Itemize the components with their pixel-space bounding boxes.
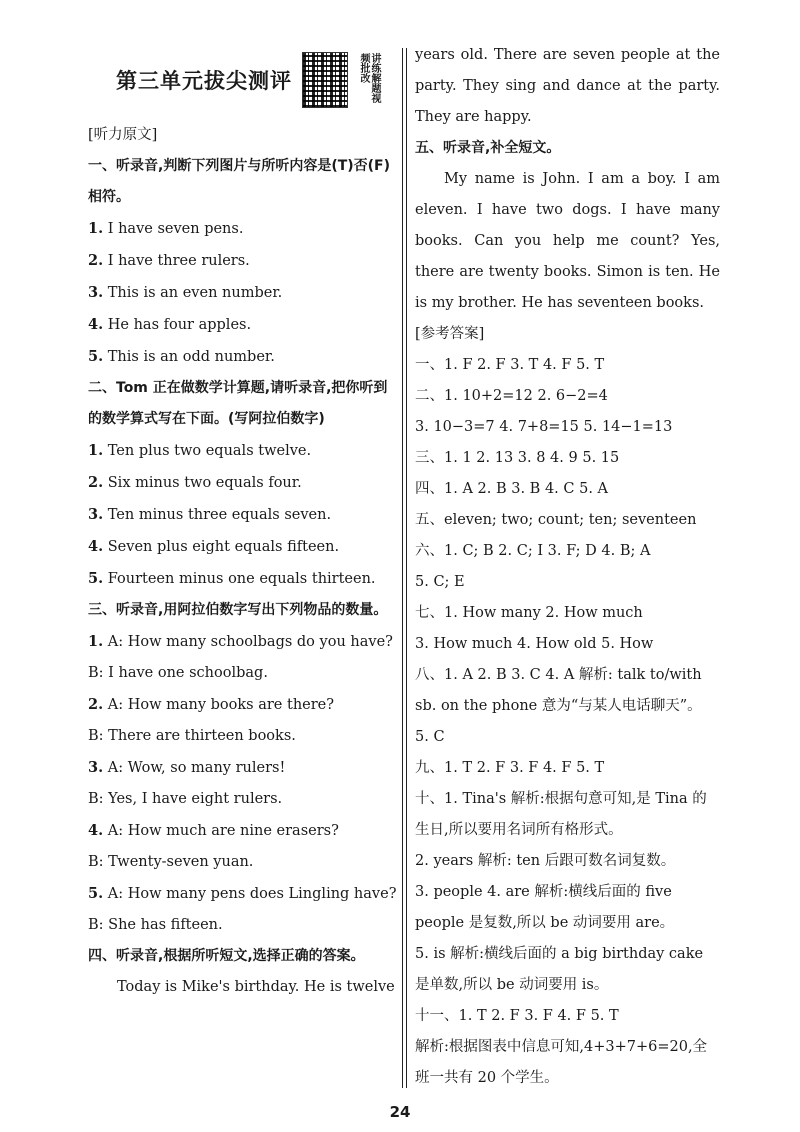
page-number: 24 [389,1103,411,1121]
list-item: 4. He has four apples. [88,316,252,333]
answer-line: 十、1. Tina's 解析:根据句意可知,是 Tina 的生日,所以要用名词所有格形式。 [415,791,707,838]
part5-heading: 五、听录音,补全短文。 [415,140,561,156]
list-item: 1. Ten plus two equals twelve. [88,442,312,459]
list-item: 5. Fourteen minus one equals thirteen. [88,570,376,587]
answer-line: 5. is 解析:横线后面的 a big birthday cake 是单数,所以 be 动词要用 is。 [415,946,704,993]
dialog-line: 3. A: Wow, so many rulers! [88,759,286,776]
part1-heading: 一、听录音,判断下列图片与所听内容是(T)否(F)相符。 [88,158,391,205]
answer-line: 十一、1. T 2. F 3. F 4. F 5. T [415,1008,619,1024]
section-label-answers: [参考答案] [415,326,485,342]
answer-line: 5. C; E [415,574,465,590]
part4-heading: 四、听录音,根据所听短文,选择正确的答案。 [88,948,365,964]
page-title: 第三单元拔尖测评 [116,69,292,93]
list-item: 3. This is an even number. [88,284,283,301]
answer-line: 解析:根据图表中信息可知,4+3+7+6=20,全班一共有 20 个学生。 [415,1039,708,1086]
part4-paragraph-cont: years old. There are seven people at the party. They sing and dance at the party. They are happy. [415,47,720,125]
list-item: 4. Seven plus eight equals fifteen. [88,538,340,555]
list-item: 1. I have seven pens. [88,220,244,237]
dialog-line: B: There are thirteen books. [88,728,296,744]
dialog-line: 4. A: How much are nine erasers? [88,822,339,839]
qr-code-icon[interactable] [302,52,348,108]
dialog-line: B: Twenty-seven yuan. [88,854,254,870]
column-divider-inner [406,48,407,1088]
dialog-line: 2. A: How many books are there? [88,696,335,713]
answer-line: 三、1. 1 2. 13 3. 8 4. 9 5. 15 [415,450,620,466]
answer-line: 3. How much 4. How old 5. How [415,636,654,652]
part5-paragraph: My name is John. I am a boy. I am eleven. I have two dogs. I have many books. Can you help me count? Yes, there are twenty books. Simon is ten. He is my brother. He has seventeen books. [415,171,720,311]
title-row [88,40,393,120]
answer-line: 二、1. 10+2=12 2. 6−2=4 [415,388,608,404]
answer-line: 五、eleven; two; count; ten; seventeen [415,512,697,528]
section-label-listening: [听力原文] [88,127,158,143]
dialog-line: 1. A: How many schoolbags do you have? [88,633,393,650]
part4-paragraph-start: Today is Mike's birthday. He is twelve [117,979,395,995]
part2-heading: 二、Tom 正在做数学计算题,请听录音,把你听到的数学算式写在下面。(写阿拉伯数字) [88,380,388,427]
part3-heading: 三、听录音,用阿拉伯数字写出下列物品的数量。 [88,602,388,618]
dialog-line: B: I have one schoolbag. [88,665,268,681]
list-item: 2. Six minus two equals four. [88,474,302,491]
answer-line: 八、1. A 2. B 3. C 4. A 解析: talk to/with sb. on the phone 意为“与某人电话聊天”。 5. C [415,667,702,745]
answer-line: 四、1. A 2. B 3. B 4. C 5. A [415,481,609,497]
dialog-line: B: Yes, I have eight rulers. [88,791,283,807]
right-column [415,40,720,1094]
dialog-line: 5. A: How many pens does Lingling have? [88,885,397,902]
answer-line: 2. years 解析: ten 后跟可数名词复数。 [415,853,676,869]
answer-line: 一、1. F 2. F 3. T 4. F 5. T [415,357,605,373]
qr-tag: 讲练解题视频批改 [358,53,380,103]
answer-line: 六、1. C; B 2. C; I 3. F; D 4. B; A [415,543,651,559]
column-divider [402,48,403,1088]
answer-line: 3. people 4. are 解析:横线后面的 five people 是复数,所以 be 动词要用 are。 [415,884,675,931]
answer-line: 七、1. How many 2. How much [415,605,643,621]
answer-line: 九、1. T 2. F 3. F 4. F 5. T [415,760,605,776]
dialog-line: B: She has fifteen. [88,917,223,933]
left-column [88,40,397,1003]
list-item: 2. I have three rulers. [88,252,250,269]
list-item: 5. This is an odd number. [88,348,275,365]
list-item: 3. Ten minus three equals seven. [88,506,332,523]
answer-line: 3. 10−3=7 4. 7+8=15 5. 14−1=13 [415,419,673,435]
